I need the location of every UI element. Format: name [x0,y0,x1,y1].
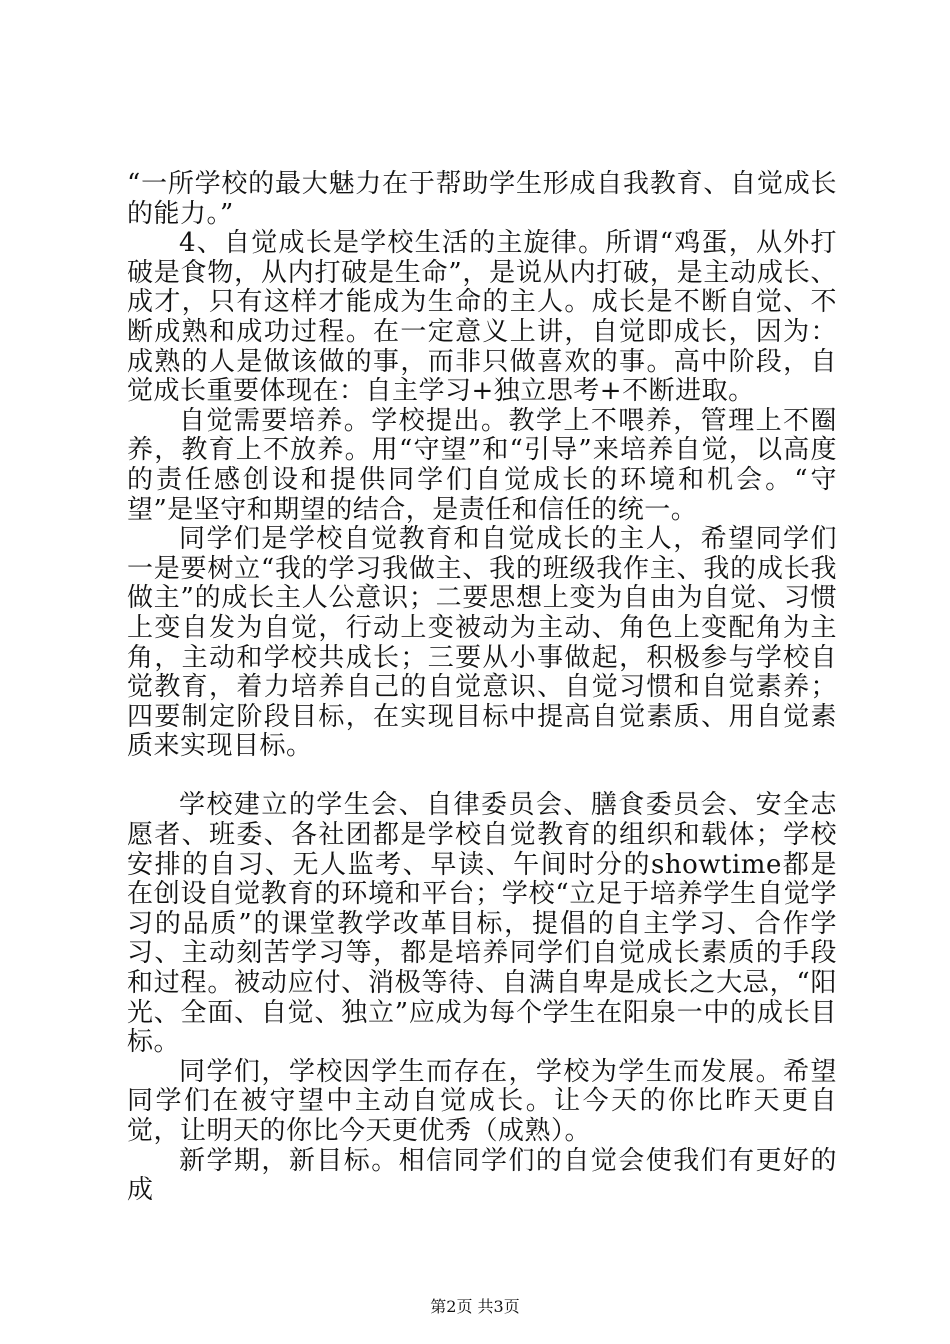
document-body [127,170,837,1206]
paragraph-hope: 同学们，学校因学生而存在，学校为学生而发展。希望同学们在被守望中主动自觉成长。让今天的你比昨天更自觉，让明天的你比今天更优秀（成熟）。 [127,1056,837,1146]
paragraph-new-semester: 新学期，新目标。相信同学们的自觉会使我们有更好的成 [127,1145,837,1206]
paragraph-school-organizations: 学校建立的学生会、自律委员会、膳食委员会、安全志愿者、班委、各社团都是学校自觉教育的组织和载体；学校安排的自习、无人监考、早读、午间时分的showtime都是在创设自觉教育的环境和平台；学校“立足于培养学生自觉学习的品质”的课堂教学改革目标，提倡的自主学习、合作学习、主动刻苦学习等，都是培养同学们自觉成长素质的手段和过程。被动应付、消极等待、自满自卑是成长之大忌，“阳光、全面、自觉、独立”应成为每个学生在阳泉一中的成长目标。 [127,790,837,1058]
paragraph-self-growth: 4、自觉成长是学校生活的主旋律。所谓“鸡蛋，从外打破是食物，从内打破是生命”，是说从内打破，是主动成长、成才，只有这样才能成为生命的主人。成长是不断自觉、不断成熟和成功过程。在一定意义上讲，自觉即成长，因为：成熟的人是做该做的事，而非只做喜欢的事。高中阶段，自觉成长重要体现在：自主学习+独立思考+不断进取。 [127,228,837,407]
paragraph-quote: “一所学校的最大魅力在于帮助学生形成自我教育、自觉成长的能力。” [127,169,837,229]
paragraph-cultivation: 自觉需要培养。学校提出。教学上不喂养，管理上不圈养，教育上不放养。用“守望”和“引导”来培养自觉，以高度的责任感创设和提供同学们自觉成长的环境和机会。“守望”是坚守和期望的结合，是责任和信任的统一。 [127,405,837,525]
paragraph-gap [127,762,837,792]
page-number: 第2页 共3页 [430,1297,520,1316]
paragraph-students-role: 同学们是学校自觉教育和自觉成长的主人，希望同学们一是要树立“我的学习我做主、我的班级我作主、我的成长我做主”的成长主人公意识；二要思想上变为自由为自觉、习惯上变自发为自觉，行动上变被动为主动、角色上变配角为主角，主动和学校共成长；三要从小事做起，积极参与学校自觉教育，着力培养自己的自觉意识、自觉习惯和自觉素养；四要制定阶段目标，在实现目标中提高自觉素质、用自觉素质来实现目标。 [127,524,837,762]
